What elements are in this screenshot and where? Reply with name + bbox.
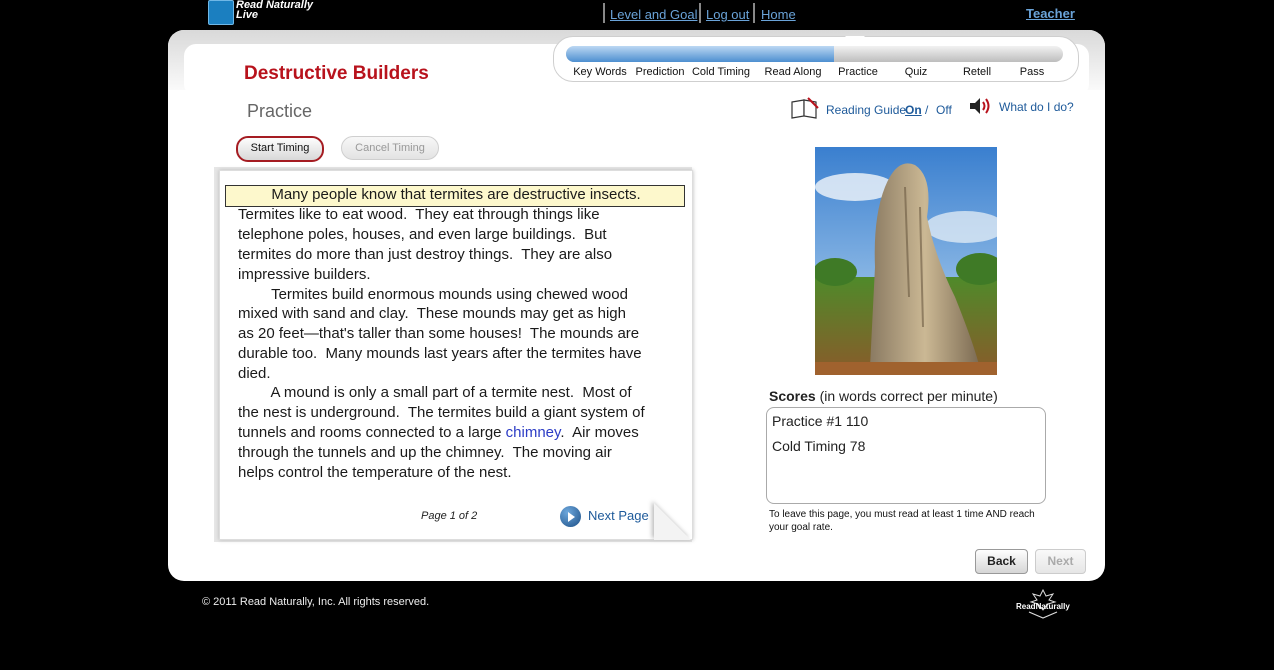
- next-button[interactable]: Next: [1035, 549, 1086, 574]
- passage-line: Many people know that termites are destructive insects.: [238, 186, 641, 203]
- section-title: Practice: [247, 101, 313, 121]
- next-page-arrow-icon[interactable]: [560, 506, 581, 527]
- copyright-text: © 2011 Read Naturally, Inc. All rights reserved.: [202, 596, 430, 608]
- passage-line: telephone poles, houses, and even large buildings. But: [238, 226, 607, 243]
- scores-heading: [769, 388, 998, 404]
- passage-line: through the tunnels and up the chimney. The moving air: [238, 444, 612, 461]
- page-curl: [654, 503, 691, 540]
- passage-line: died.: [238, 365, 271, 382]
- step-pass[interactable]: Pass: [1019, 66, 1045, 78]
- back-button[interactable]: Back: [975, 549, 1028, 574]
- nav-divider: [603, 3, 605, 23]
- scores-label: Scores: [769, 388, 816, 404]
- story-title: Destructive Builders: [244, 63, 429, 84]
- passage-line: the nest is underground. The termites build a giant system of: [238, 404, 645, 421]
- open-book-icon[interactable]: [790, 96, 820, 120]
- passage-line: mixed with sand and clay. These mounds may get as high: [238, 305, 626, 322]
- reading-guide-separator: /: [925, 103, 929, 117]
- step-practice[interactable]: Practice: [838, 66, 878, 78]
- score-entry: Practice #1 110: [772, 413, 869, 429]
- next-page-link[interactable]: Next Page: [588, 508, 649, 523]
- start-timing-button[interactable]: Start Timing: [236, 136, 324, 162]
- reading-guide-label: Reading Guide: [826, 103, 907, 117]
- read-naturally-footer-logo: [1013, 588, 1073, 620]
- passage-line: Termites like to eat wood. They eat through things like: [238, 206, 600, 223]
- passage-line: helps control the temperature of the nest.: [238, 464, 512, 481]
- leave-page-note: To leave this page, you must read at least 1 time AND reach your goal rate.: [769, 509, 1035, 533]
- passage-line: as 20 feet—that's taller than some houses! The mounds are: [238, 325, 640, 342]
- step-retell[interactable]: Retell: [962, 66, 992, 78]
- home-link[interactable]: Home: [761, 7, 796, 22]
- reading-guide-off[interactable]: Off: [936, 103, 952, 117]
- level-and-goal-link[interactable]: Level and Goal: [610, 7, 698, 22]
- scores-unit: (in words correct per minute): [815, 388, 998, 404]
- page-indicator: Page 1 of 2: [421, 510, 478, 522]
- step-read-along[interactable]: Read Along: [764, 66, 822, 78]
- progress-marker: [845, 36, 865, 46]
- read-naturally-live-logo: [208, 0, 318, 24]
- step-cold-timing[interactable]: Cold Timing: [691, 66, 751, 78]
- nav-divider: [699, 3, 701, 23]
- score-entry: Cold Timing 78: [772, 438, 866, 454]
- step-key-words[interactable]: Key Words: [573, 66, 627, 78]
- step-quiz[interactable]: Quiz: [904, 66, 928, 78]
- footer-logo-text: ReadNaturally: [1016, 602, 1070, 611]
- passage-text: . Air moves: [560, 424, 639, 441]
- chimney-glossary-link[interactable]: chimney: [505, 424, 561, 441]
- reading-guide-on[interactable]: On: [905, 103, 922, 117]
- teacher-link[interactable]: Teacher: [1026, 6, 1075, 21]
- step-prediction[interactable]: Prediction: [635, 66, 685, 78]
- passage-line: [238, 423, 639, 443]
- passage-line: durable too. Many mounds last years after the termites have: [238, 345, 642, 362]
- nav-divider: [753, 3, 755, 23]
- passage-text: tunnels and rooms connected to a large: [238, 424, 506, 441]
- passage-line: impressive builders.: [238, 266, 371, 283]
- termite-mound-image: [815, 147, 997, 375]
- speaker-icon[interactable]: [968, 96, 992, 116]
- log-out-link[interactable]: Log out: [706, 7, 750, 22]
- what-do-i-do-link[interactable]: What do I do?: [999, 100, 1074, 114]
- progress-fill: [566, 46, 834, 62]
- cancel-timing-button[interactable]: Cancel Timing: [341, 136, 439, 160]
- passage-line: Termites build enormous mounds using chewed wood: [238, 286, 628, 303]
- passage-line: termites do more than just destroy things. They are also: [238, 246, 613, 263]
- book-icon: [208, 0, 234, 25]
- passage-line: A mound is only a small part of a termite nest. Most of: [238, 384, 632, 401]
- logo-text: Read Naturally Live: [236, 0, 314, 21]
